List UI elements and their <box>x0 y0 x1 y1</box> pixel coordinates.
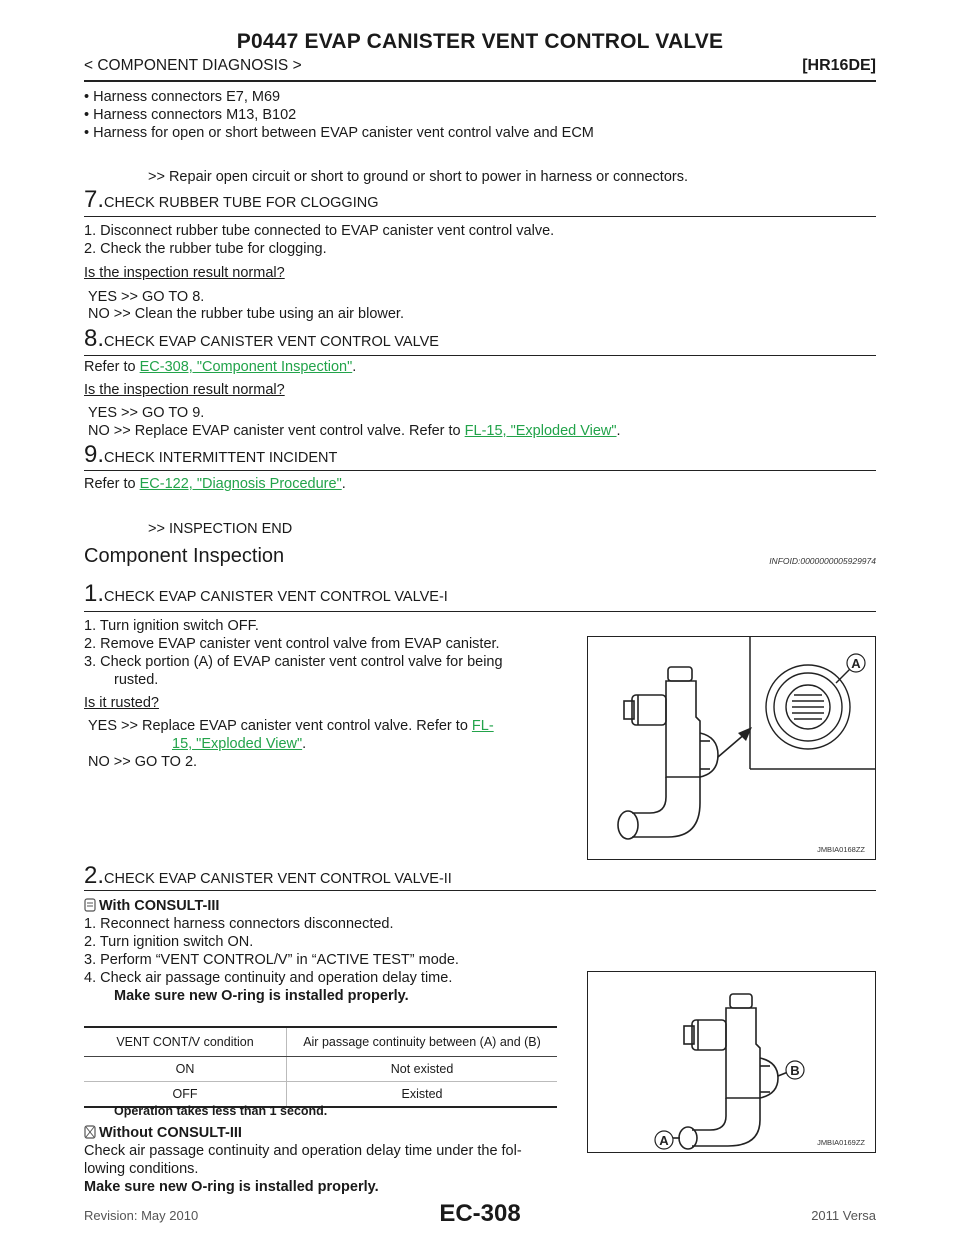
step-number: 8. <box>84 325 105 352</box>
step-item: 2. Turn ignition switch ON. <box>84 934 254 950</box>
step-title: CHECK EVAP CANISTER VENT CONTROL VALVE <box>104 334 439 350</box>
figure-caption: JMBIA0168ZZ <box>817 845 865 854</box>
yes-answer: YES >> GO TO 8. <box>88 289 205 305</box>
step-9-header <box>84 441 337 469</box>
inspection-end: >> INSPECTION END <box>148 521 293 537</box>
step-title: CHECK RUBBER TUBE FOR CLOGGING <box>104 195 379 211</box>
without-note: Make sure new O-ring is installed properly. <box>84 1179 379 1195</box>
engine-model: [HR16DE] <box>802 57 876 74</box>
table-cell: ON <box>84 1057 287 1082</box>
table-header-row <box>84 1027 557 1057</box>
without-text: lowing conditions. <box>84 1161 199 1177</box>
no-consult-icon <box>84 1125 96 1139</box>
inspection-question: Is the inspection result normal? <box>84 382 285 398</box>
table-header-cell: Air passage continuity between (A) and (B) <box>287 1027 558 1057</box>
vent-valve-illustration <box>588 637 875 859</box>
model-year: 2011 Versa <box>811 1208 876 1223</box>
figure-caption: JMBIA0169ZZ <box>817 1138 865 1147</box>
table-cell: OFF <box>84 1082 287 1108</box>
no-suffix: . <box>616 423 621 439</box>
header-rule <box>84 80 876 82</box>
page-title: P0447 EVAP CANISTER VENT CONTROL VALVE <box>236 30 724 53</box>
refer-line <box>84 358 356 376</box>
step-item: 4. Check air passage continuity and operation delay time. <box>84 970 453 986</box>
step-number: 9. <box>84 441 105 468</box>
repair-instruction: >> Repair open circuit or short to ground or short to power in harness or connectors. <box>148 169 689 185</box>
step-rule <box>84 470 876 471</box>
yes-prefix: YES >> Replace EVAP canister vent control valve. Refer to <box>88 718 472 734</box>
step-number: 7. <box>84 186 105 213</box>
o-ring-note: Make sure new O-ring is installed properly. <box>114 988 409 1004</box>
operation-note: Operation takes less than 1 second. <box>114 1104 328 1118</box>
vent-condition-table <box>84 1026 557 1108</box>
ci-step-2-header <box>84 862 452 890</box>
vent-valve-illustration <box>588 972 875 1152</box>
table-cell: Existed <box>287 1082 558 1108</box>
step-item: 2. Remove EVAP canister vent control valve from EVAP canister. <box>84 636 500 652</box>
refer-suffix: . <box>341 476 346 492</box>
with-consult-label <box>84 897 219 915</box>
step-item: 1. Disconnect rubber tube connected to EVAP canister vent control valve. <box>84 223 555 239</box>
without-consult-text: Without CONSULT-III <box>99 1125 242 1141</box>
no-answer: NO >> GO TO 2. <box>88 754 198 770</box>
table-cell: Not existed <box>287 1057 558 1082</box>
ci-step-1-header <box>84 580 448 608</box>
revision-date: Revision: May 2010 <box>84 1208 199 1223</box>
no-answer: NO >> Clean the rubber tube using an air blower. <box>88 306 404 322</box>
without-consult-label <box>84 1124 242 1142</box>
consult-icon <box>84 898 96 912</box>
exploded-view-link-continued[interactable]: 15, "Exploded View" <box>172 736 303 752</box>
figure-vent-valve-passage <box>587 971 876 1153</box>
step-rule <box>84 216 876 217</box>
step-number: 2. <box>84 862 105 889</box>
refer-prefix: Refer to <box>84 359 140 375</box>
figure-vent-valve-rust <box>587 636 876 860</box>
figure-label-a: A <box>851 656 861 671</box>
step-title: CHECK INTERMITTENT INCIDENT <box>104 450 338 466</box>
exploded-view-link[interactable]: FL- <box>471 718 494 734</box>
bullet-item: • Harness for open or short between EVAP canister vent control valve and ECM <box>84 125 594 141</box>
step-title: CHECK EVAP CANISTER VENT CONTROL VALVE-I <box>104 589 448 605</box>
section-label: < COMPONENT DIAGNOSIS > <box>84 57 302 74</box>
yes-suffix: . <box>302 736 307 752</box>
step-number: 1. <box>84 580 105 607</box>
no-answer <box>88 422 621 440</box>
exploded-view-link[interactable]: FL-15, "Exploded View" <box>464 423 617 439</box>
step-7-header <box>84 186 378 214</box>
step-rule <box>84 611 876 612</box>
table-header-cell: VENT CONT/V condition <box>84 1027 287 1057</box>
step-item: 3. Perform “VENT CONTROL/V” in “ACTIVE TEST” mode. <box>84 952 459 968</box>
refer-prefix: Refer to <box>84 476 140 492</box>
step-rule <box>84 890 876 891</box>
inspection-question: Is it rusted? <box>84 695 159 711</box>
section-heading: Component Inspection <box>84 545 285 567</box>
step-item: 1. Turn ignition switch OFF. <box>84 618 259 634</box>
without-text: Check air passage continuity and operation delay time under the fol- <box>84 1143 522 1159</box>
step-8-header <box>84 325 439 353</box>
no-prefix: NO >> Replace EVAP canister vent control valve. Refer to <box>88 423 465 439</box>
figure-label-a: A <box>659 1133 669 1148</box>
bullet-item: • Harness connectors M13, B102 <box>84 107 297 123</box>
figure-label-b: B <box>790 1063 800 1078</box>
bullet-item: • Harness connectors E7, M69 <box>84 89 281 105</box>
page-number: EC-308 <box>439 1200 521 1227</box>
table-row <box>84 1057 557 1082</box>
step-rule <box>84 355 876 356</box>
step-item: 1. Reconnect harness connectors disconnected. <box>84 916 394 932</box>
yes-answer: YES >> GO TO 9. <box>88 405 205 421</box>
step-title: CHECK EVAP CANISTER VENT CONTROL VALVE-II <box>104 871 452 887</box>
step-item: 3. Check portion (A) of EVAP canister vent control valve for being <box>84 654 503 670</box>
yes-answer-continued <box>172 735 306 753</box>
inspection-question: Is the inspection result normal? <box>84 265 285 281</box>
diagnosis-procedure-link[interactable]: EC-122, "Diagnosis Procedure" <box>139 476 342 492</box>
with-consult-text: With CONSULT-III <box>99 898 220 914</box>
yes-answer <box>88 717 494 735</box>
refer-suffix: . <box>352 359 357 375</box>
info-id: INFOID:0000000005929974 <box>769 556 876 566</box>
step-item-continued: rusted. <box>114 672 159 688</box>
step-item: 2. Check the rubber tube for clogging. <box>84 241 327 257</box>
refer-line <box>84 475 346 493</box>
component-inspection-link[interactable]: EC-308, "Component Inspection" <box>139 359 353 375</box>
